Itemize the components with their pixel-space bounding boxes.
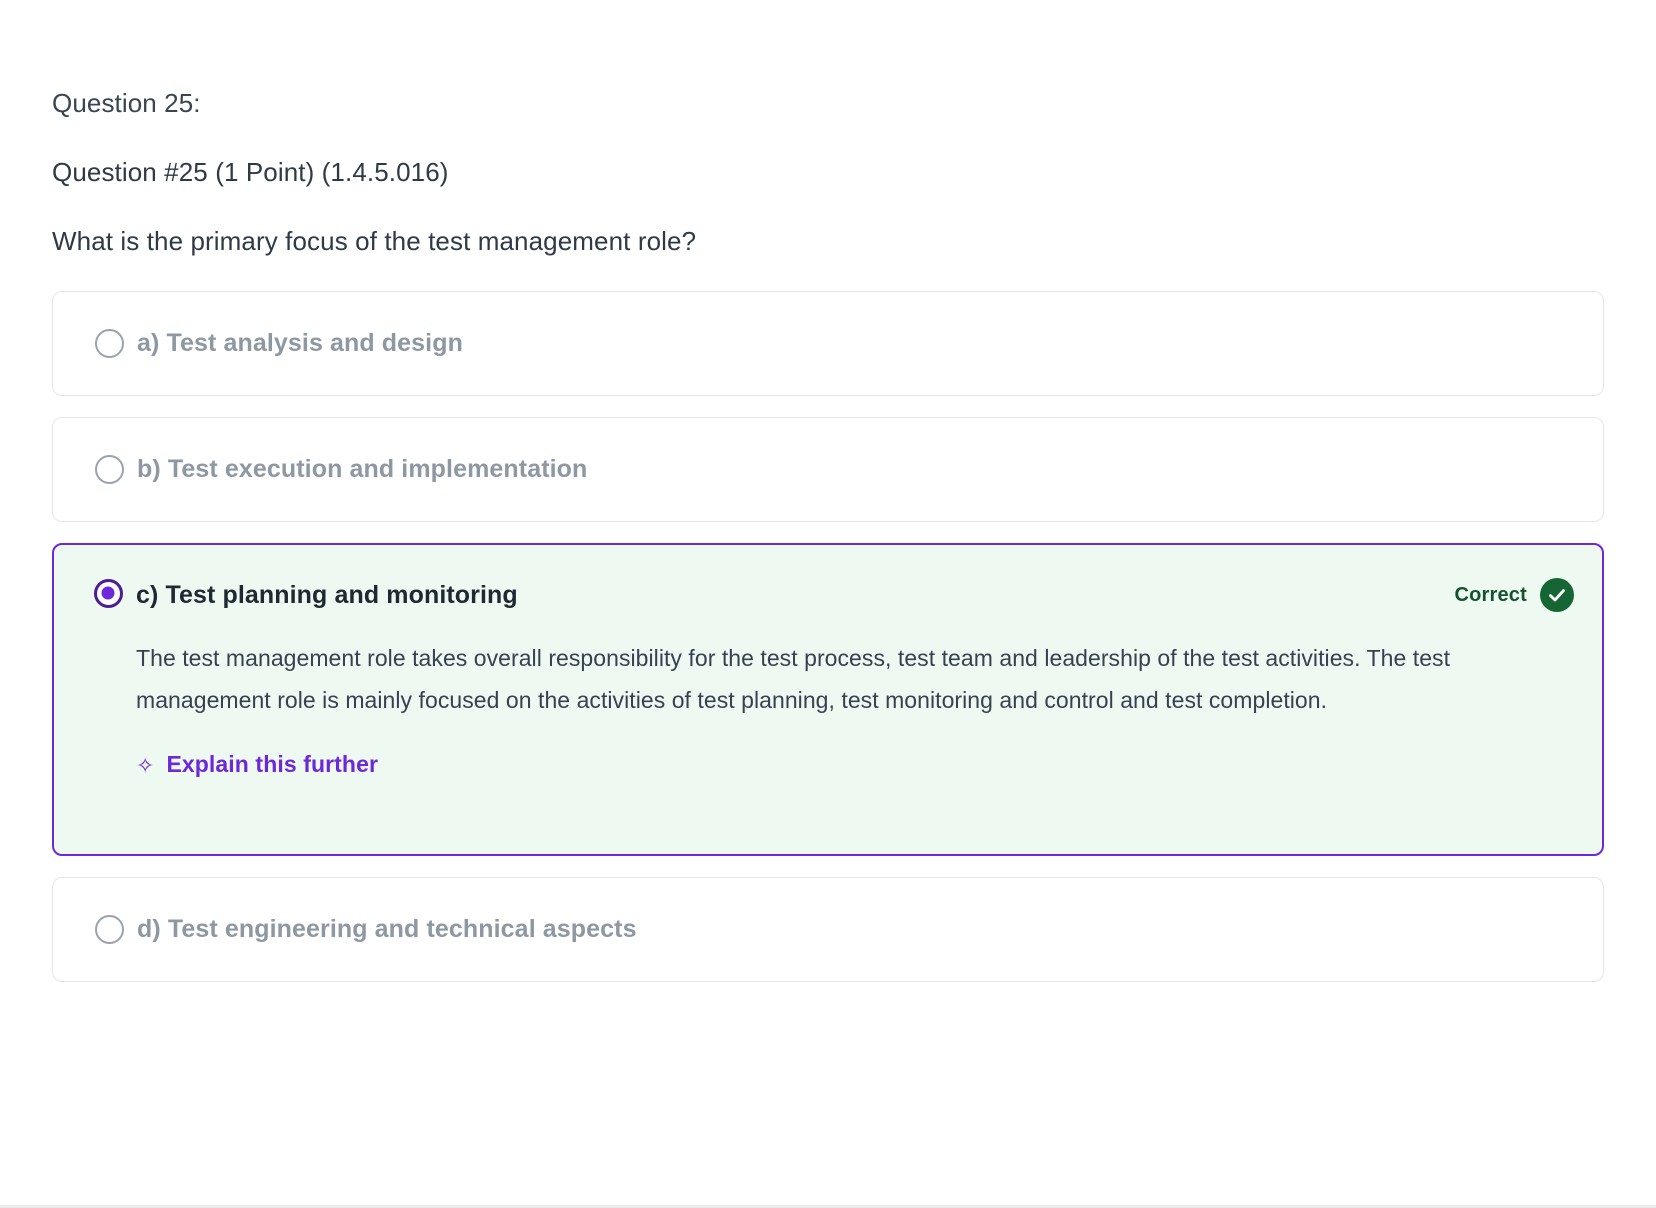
answer-option-c-label: c) Test planning and monitoring (136, 580, 518, 609)
answer-option-c-body (136, 545, 1576, 804)
explain-this-further-label: Explain this further (166, 751, 379, 778)
answer-option-c-inner (80, 545, 1576, 804)
answer-option-d[interactable] (52, 877, 1604, 982)
answer-option-b-body (137, 418, 1575, 521)
answer-option-b[interactable] (52, 417, 1604, 522)
answer-option-a-body (137, 292, 1575, 395)
answer-option-d-label: d) Test engineering and technical aspects (137, 915, 637, 943)
answer-options-list (52, 291, 1604, 982)
answer-option-c-header (136, 545, 1576, 641)
answer-explanation-text: The test management role takes overall responsibility for the test process, test team and leadership of the test activities. The test management role is mainly focused on the activities of test planning, test monitoring and control and test completion. (136, 645, 1451, 714)
explain-this-further-button[interactable] (136, 751, 378, 778)
question-meta: Question #25 (1 Point) (1.4.5.016) (52, 157, 449, 187)
radio-button-icon-b[interactable] (95, 455, 124, 484)
check-circle-icon (1540, 578, 1574, 612)
answer-option-a-label: a) Test analysis and design (137, 329, 463, 357)
sparkle-icon: ✧ (136, 752, 155, 778)
status-badge-label: Correct (1454, 583, 1527, 606)
answer-option-b-inner (81, 418, 1575, 521)
radio-wrap-d[interactable] (81, 878, 137, 981)
status-badge (1454, 578, 1576, 612)
answer-option-a-inner (81, 292, 1575, 395)
question-text: What is the primary focus of the test management role? (52, 226, 697, 256)
answer-option-a[interactable] (52, 291, 1604, 396)
answer-option-d-inner (81, 878, 1575, 981)
answer-option-c[interactable] (52, 543, 1604, 856)
question-number-label: Question 25: (52, 88, 201, 118)
radio-wrap-a[interactable] (81, 292, 137, 395)
answer-option-b-label: b) Test execution and implementation (137, 455, 588, 483)
radio-button-icon-d[interactable] (95, 915, 124, 944)
radio-button-icon-a[interactable] (95, 329, 124, 358)
radio-wrap-b[interactable] (81, 418, 137, 521)
radio-wrap-c[interactable] (80, 545, 136, 641)
radio-button-icon-c-selected[interactable] (94, 579, 123, 608)
answer-option-d-body (137, 878, 1575, 981)
